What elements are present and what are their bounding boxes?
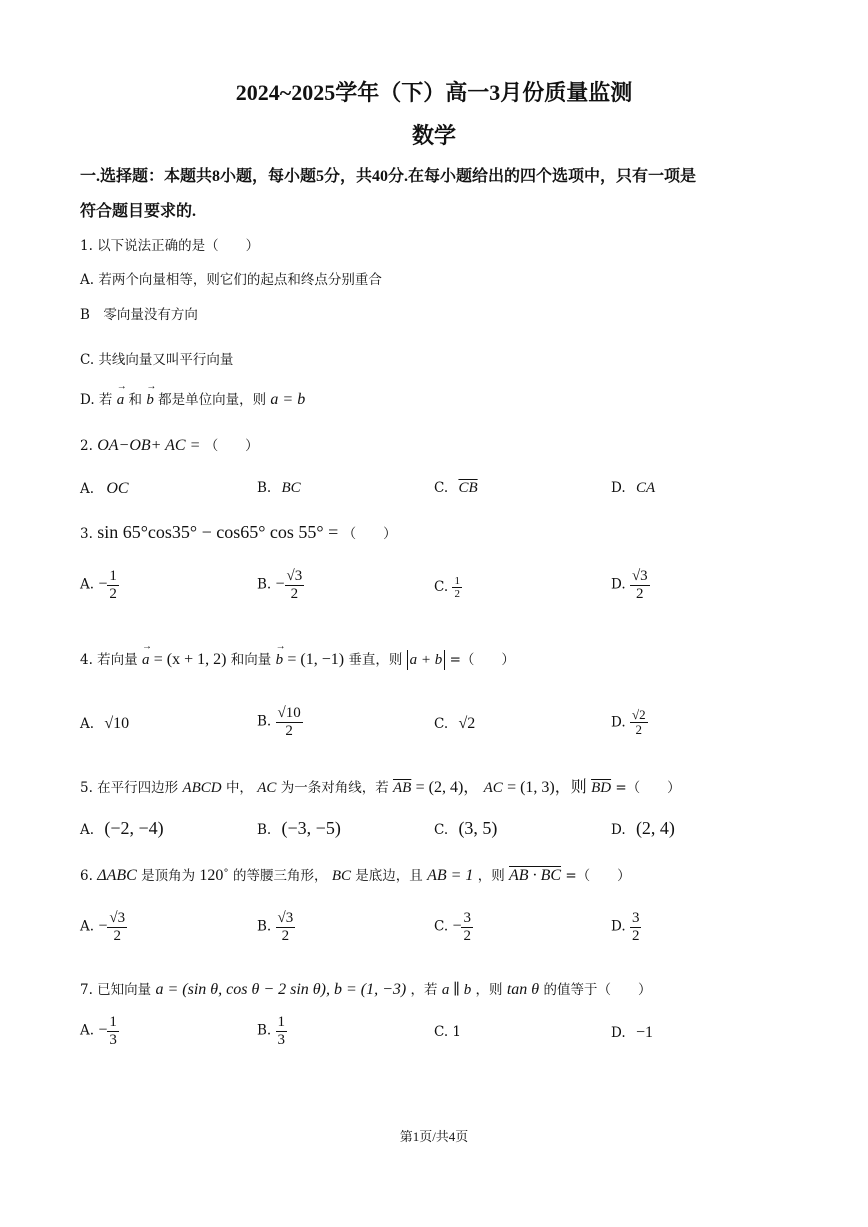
q5-prefix: 5. 在平行四边形 <box>80 780 179 796</box>
q7-a-numerator: 1 <box>109 1014 117 1030</box>
q7-d-label: D. <box>611 1025 626 1041</box>
q3-d-numerator: √3 <box>631 568 648 584</box>
q3-a-numerator: 1 <box>109 568 117 584</box>
q3-option-a <box>80 568 119 602</box>
q6-triangle: ΔABC <box>97 867 137 884</box>
q2-option-b <box>257 480 301 497</box>
q2-c-label: C. <box>434 480 449 496</box>
q5-b-value: (−3, −5) <box>281 818 341 838</box>
q2-c-value: $\overline{CB}$ <box>458 480 478 496</box>
q6-mid1: 是顶角为 <box>141 868 196 884</box>
q5-mid1: 中， <box>225 780 253 796</box>
q6-option-d <box>611 910 641 944</box>
q3-number: 3. <box>80 526 93 542</box>
q5-d-value: (2, 4) <box>635 818 675 838</box>
q4-option-c <box>434 715 475 733</box>
q3-option-d <box>611 568 650 602</box>
q4-prefix: 4. 若向量 <box>80 652 138 668</box>
q6-d-numerator: 3 <box>631 910 640 926</box>
q6-b-numerator: √3 <box>277 910 294 926</box>
q7-a-denominator: 3 <box>109 1031 117 1048</box>
q3-expression: sin 65°cos35° − cos65° cos 55° = <box>97 522 339 542</box>
q4-b-value: = (1, −1) <box>287 651 345 668</box>
q4-a-value: = (x + 1, 2) <box>153 651 227 668</box>
q4-stem <box>80 648 515 669</box>
q3-d-denominator: 2 <box>636 585 644 602</box>
q5-option-c <box>434 818 497 839</box>
q6-dot-product: AB · BC <box>509 867 562 884</box>
q1-d-mid: 都是单位向量，则 <box>158 392 267 408</box>
q6-a-numerator: √3 <box>109 910 126 926</box>
q2-d-value: CA <box>635 480 656 496</box>
q4-a-label: A. <box>80 716 95 732</box>
q7-b-label: B. <box>257 1022 272 1039</box>
q6-a-sign: − <box>98 917 108 935</box>
q3-a-label: A. <box>80 576 95 593</box>
q1-stem: 1. 以下说法正确的是（ ） <box>80 238 260 254</box>
subject-title: 数学 <box>411 123 456 148</box>
q2-b-label: B. <box>257 480 272 496</box>
q3-a-sign: − <box>98 575 108 593</box>
q4-option-b <box>257 705 303 739</box>
page-title: 2024~2025学年（下）高一3月份质量监测 <box>235 80 633 105</box>
q1-option-c: C. 共线向量又叫平行向量 <box>80 352 234 368</box>
q1-option-b: B 零向量没有方向 <box>80 307 198 323</box>
q2-d-label: D. <box>611 480 626 496</box>
q7-option-a <box>80 1014 119 1048</box>
q4-b-denominator: 2 <box>285 722 293 739</box>
q6-c-numerator: 3 <box>463 910 471 926</box>
q5-ac-vec: AC <box>483 780 503 796</box>
q2-expression: OA−OB+ AC = <box>97 437 201 454</box>
q1-d-prefix: D. 若 <box>80 392 113 408</box>
q7-d-value: −1 <box>635 1024 653 1041</box>
q4-option-d <box>611 708 648 738</box>
q7-stem <box>80 978 651 999</box>
q1-d-vec-a: → a <box>117 392 125 409</box>
q2-paren: （ ） <box>204 438 259 454</box>
q6-mid3: 是底边，且 <box>355 868 423 884</box>
section-heading-line2: 符合题目要求的. <box>80 203 197 220</box>
section-heading-line1: 一.选择题：本题共8小题，每小题5分，共40分.在每小题给出的四个选项中，只有一项是 <box>80 168 697 185</box>
q5-ab-vec: $\overline{AB}$ <box>393 780 412 796</box>
q6-mid4: ，则 <box>477 868 505 884</box>
q5-a-label: A. <box>80 822 95 838</box>
q7-a-label: A. <box>80 1022 95 1039</box>
q5-option-d <box>611 818 675 839</box>
q4-b-label: B. <box>257 713 272 730</box>
q6-mid2: 的等腰三角形， <box>233 868 328 884</box>
q4-d-denominator: 2 <box>635 722 642 738</box>
q7-option-c: C. 1 <box>434 1024 462 1040</box>
q1-d-and: 和 <box>128 392 143 408</box>
q1-option-a: A. 若两个向量相等，则它们的起点和终点分别重合 <box>80 272 382 288</box>
q6-bc: BC <box>331 868 351 884</box>
q6-ab-eq-1: AB = 1 <box>427 867 474 884</box>
q3-option-c <box>434 575 462 600</box>
q1-option-d <box>80 388 305 409</box>
q5-stem <box>80 774 681 797</box>
q2-option-d <box>611 480 655 497</box>
q5-b-label: B. <box>257 822 272 838</box>
q7-end: 的值等于（ ） <box>543 982 652 998</box>
q7-b-denominator: 3 <box>277 1031 286 1048</box>
q2-option-a <box>80 480 129 498</box>
q4-option-a <box>80 715 129 733</box>
q1-d-vec-b: → b <box>146 392 154 409</box>
q3-option-b <box>257 568 304 602</box>
q3-b-label: B. <box>257 576 272 593</box>
q5-ac: AC <box>257 780 277 796</box>
q7-mid2: ，则 <box>475 982 503 998</box>
q4-c-value: √2 <box>458 715 476 732</box>
q3-d-label: D. <box>611 576 626 593</box>
q4-vec-a: → a <box>142 652 150 669</box>
q6-b-label: B. <box>257 918 272 935</box>
q6-c-denominator: 2 <box>463 927 471 944</box>
q5-c-label: C. <box>434 822 449 838</box>
q7-a-sign: − <box>98 1021 108 1039</box>
q4-mid: 和向量 <box>230 652 272 668</box>
q4-d-numerator: √2 <box>631 707 646 722</box>
q6-angle: 120˚ <box>199 867 229 884</box>
q6-c-sign: − <box>452 917 462 935</box>
q3-b-numerator: √3 <box>286 568 303 584</box>
q5-bd-vec: $\overline{BD}$ <box>591 780 612 796</box>
q5-option-b <box>257 818 341 839</box>
q4-b-numerator: √10 <box>277 705 301 721</box>
q6-prefix: 6. <box>80 868 93 884</box>
q3-stem <box>80 522 397 543</box>
q6-c-label: C. <box>434 918 449 935</box>
q6-option-c <box>434 910 473 944</box>
q3-paren: （ ） <box>342 526 397 542</box>
q5-mid2: 为一条对角线，若 <box>280 780 389 796</box>
q6-d-label: D. <box>611 918 626 935</box>
q3-c-numerator: 1 <box>454 575 460 587</box>
q5-ab-value: = (2, 4)， <box>415 779 480 796</box>
q2-stem <box>80 434 259 455</box>
q6-option-b <box>257 910 295 944</box>
q6-end: =（ ） <box>565 868 631 884</box>
q4-suffix: 垂直，则 <box>348 652 403 668</box>
q3-b-sign: − <box>275 575 285 593</box>
q3-c-label: C. <box>434 579 449 596</box>
q7-vector-expr: a = (sin θ, cos θ − 2 sin θ), b = (1, −3) <box>155 981 407 998</box>
q4-c-label: C. <box>434 716 449 732</box>
q4-a-value: √10 <box>104 715 130 732</box>
q5-abcd: ABCD <box>182 780 222 796</box>
q7-option-b <box>257 1014 287 1048</box>
q4-vec-b: → b <box>276 652 284 669</box>
q3-a-denominator: 2 <box>109 585 117 602</box>
q2-b-value: BC <box>281 480 301 496</box>
page-footer: 第1页/共4页 <box>399 1129 469 1144</box>
q7-parallel: a ∥ b <box>441 982 472 998</box>
q5-d-label: D. <box>611 822 626 838</box>
q3-b-denominator: 2 <box>290 585 299 602</box>
q6-a-label: A. <box>80 918 95 935</box>
q2-option-c <box>434 480 478 497</box>
q4-d-label: D. <box>611 714 626 731</box>
q5-c-value: (3, 5) <box>458 818 498 838</box>
q7-option-d <box>611 1024 653 1042</box>
q5-ac-value: = (1, 3)，则 <box>507 779 587 796</box>
q5-a-value: (−2, −4) <box>104 818 164 838</box>
q2-a-label: A. <box>80 481 95 497</box>
q6-a-denominator: 2 <box>113 927 121 944</box>
q7-mid: ，若 <box>410 982 438 998</box>
q4-end: =（ ） <box>449 652 515 668</box>
q1-d-eq: a = b <box>270 391 306 408</box>
q6-b-denominator: 2 <box>281 927 290 944</box>
q7-tan: tan θ <box>506 981 540 998</box>
q3-c-denominator: 2 <box>454 588 460 601</box>
q4-abs-expr: a + b <box>407 650 446 670</box>
q5-end: =（ ） <box>615 780 681 796</box>
q6-option-a <box>80 910 127 944</box>
q2-a-value: OC <box>106 480 129 497</box>
q5-option-a <box>80 818 164 839</box>
q6-d-denominator: 2 <box>631 927 640 944</box>
q6-stem <box>80 864 631 885</box>
q7-b-numerator: 1 <box>277 1014 286 1030</box>
q2-number: 2. <box>80 438 93 454</box>
q7-prefix: 7. 已知向量 <box>80 982 152 998</box>
